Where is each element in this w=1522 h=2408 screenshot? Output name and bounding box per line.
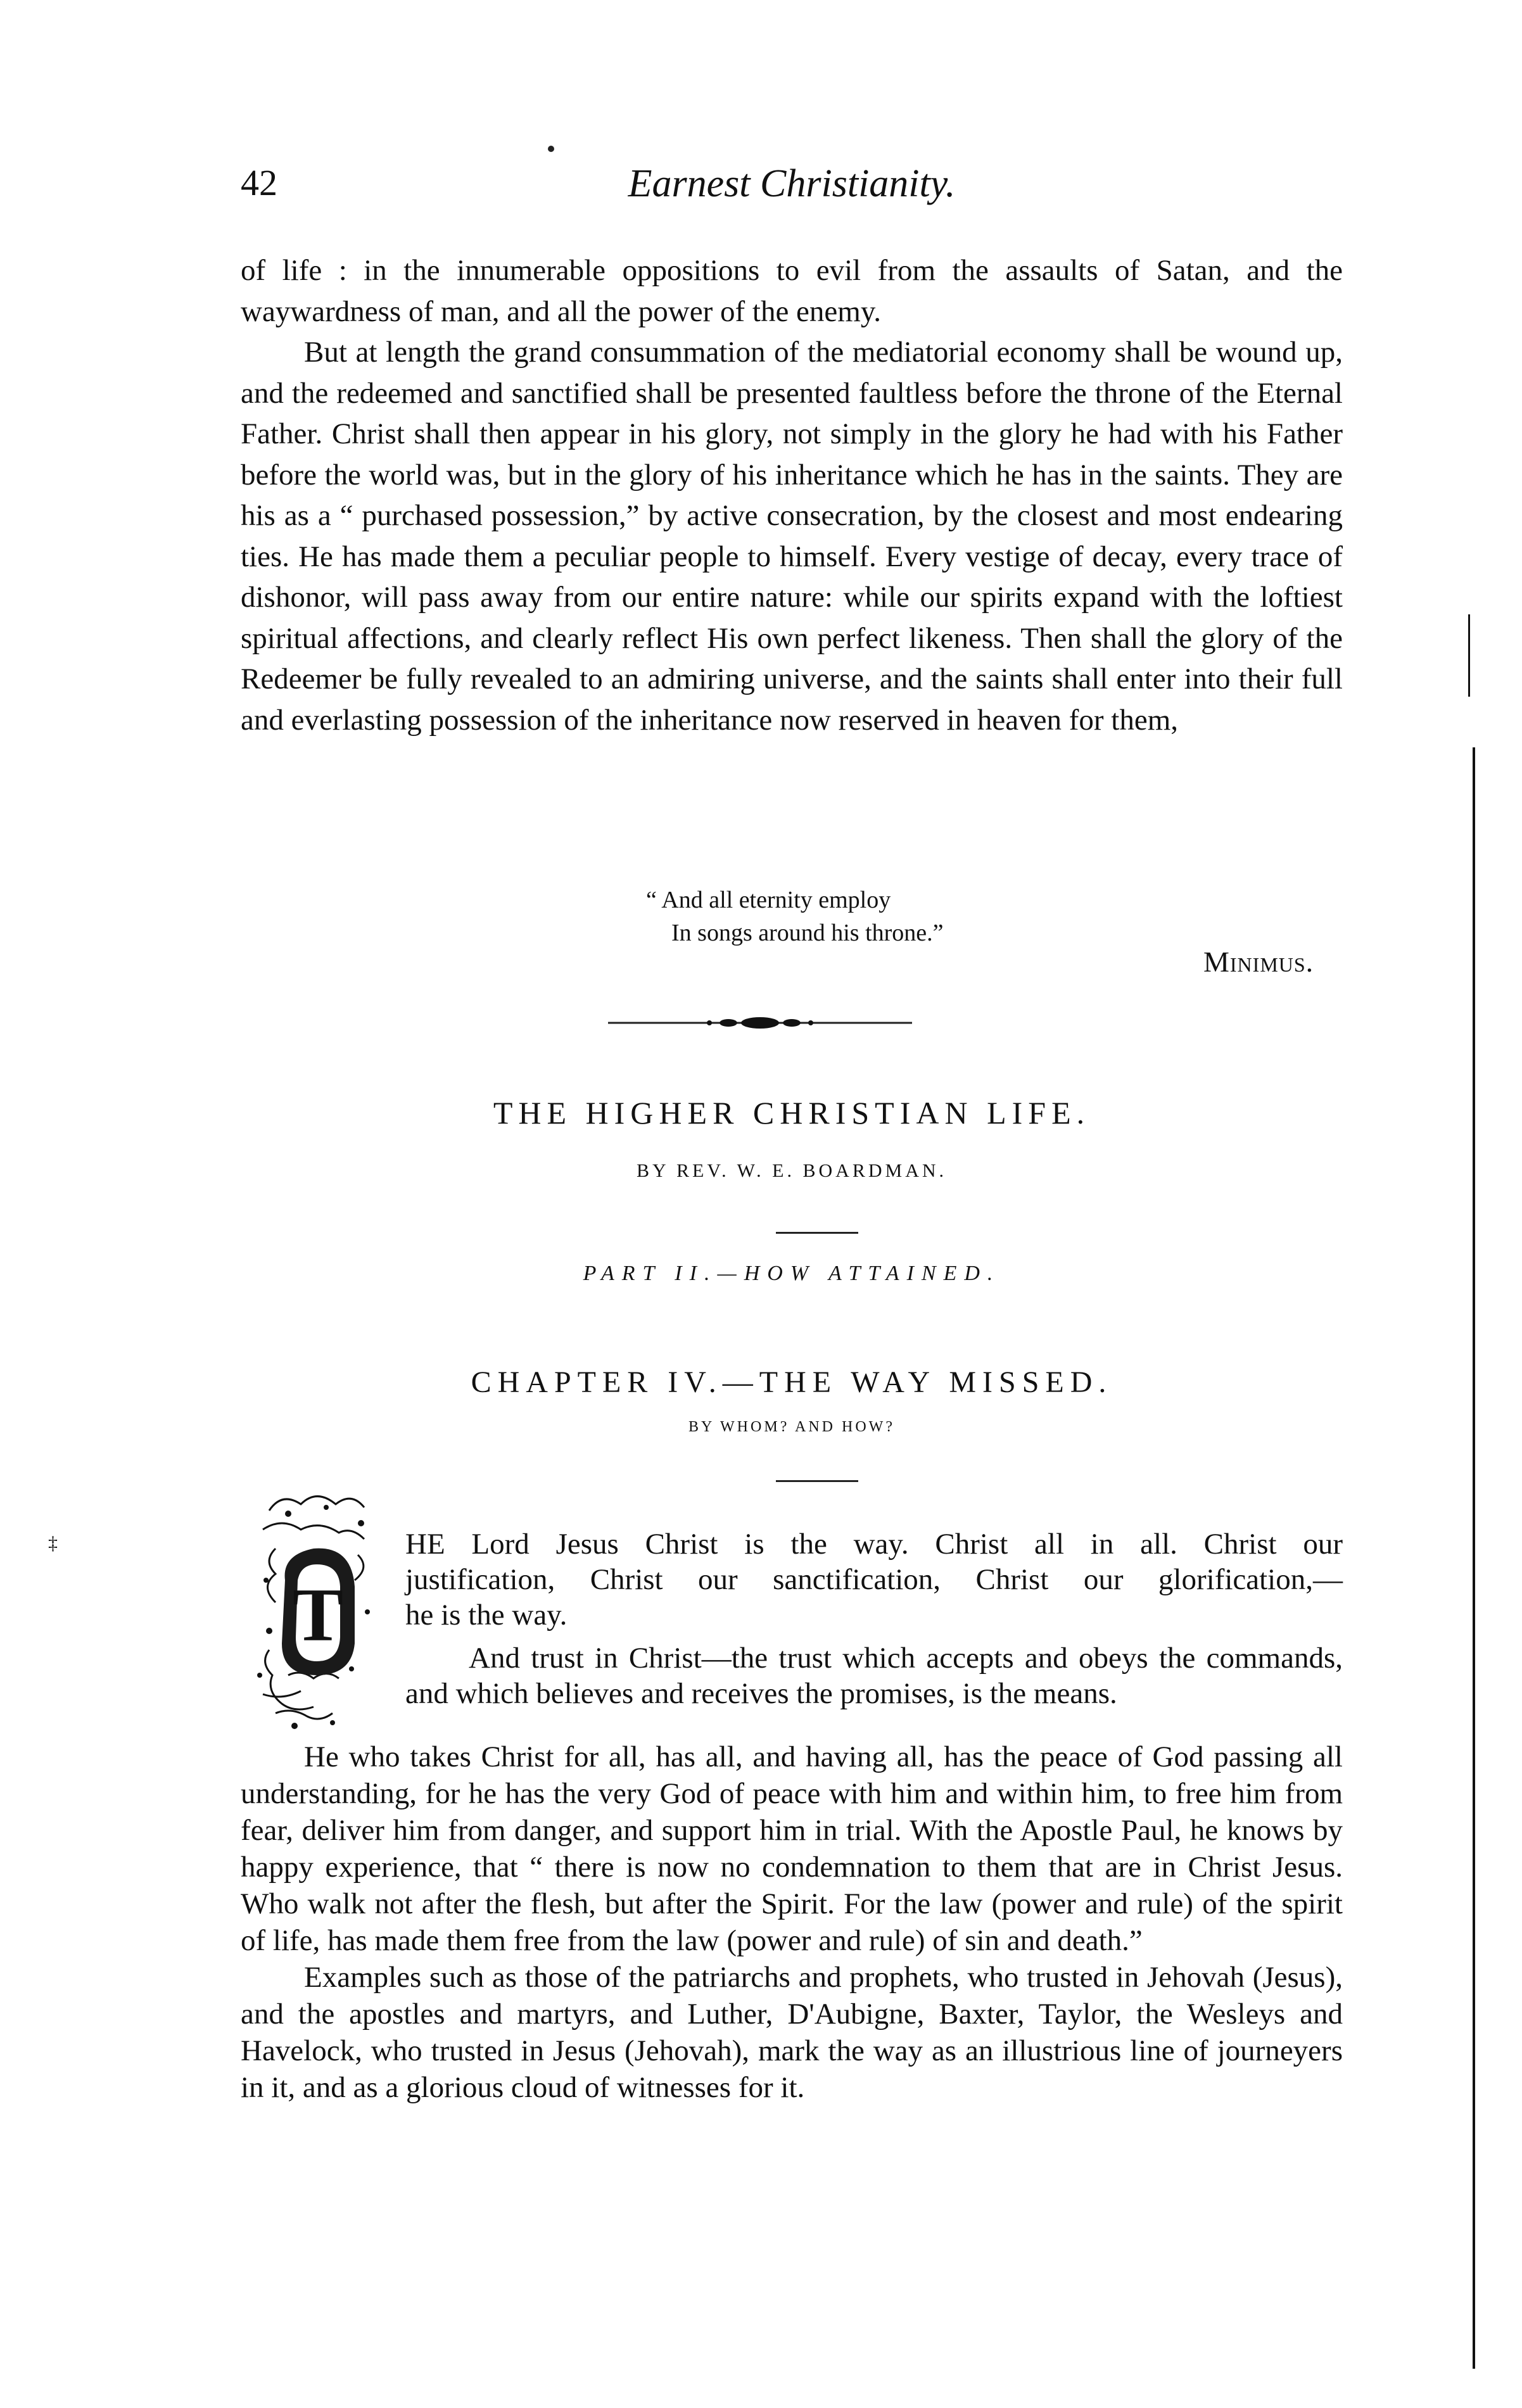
opening-line: HE Lord Jesus Christ is the way. Christ all in all. Christ our	[405, 1528, 1343, 1561]
opening-line: justification, Christ our sanctification, Christ our glorification,—	[405, 1563, 1343, 1596]
chapter-heading: CHAPTER IV.—THE WAY MISSED.	[471, 1366, 1113, 1399]
chapter-subheading: BY WHOM? AND HOW?	[688, 1419, 895, 1435]
poem-quote	[646, 884, 944, 949]
article-byline: BY REV. W. E. BOARDMAN.	[636, 1160, 948, 1181]
author-signature: Minimus.	[1203, 946, 1314, 978]
paragraph-examples: Examples such as those of the patriarchs and prophets, who trusted in Jehovah (Jesus), and the apostles and martyrs, and Luther, D'Aubigne, Baxter, Taylor, the Wesleys and Havelock, who trusted in Jesus (Jehovah), mark the way as an illustrious line of journeyers in it, and as a glorious cloud of witnesses for it.	[241, 1961, 1343, 2104]
continued-text	[241, 250, 1343, 740]
scan-edge-line	[1473, 747, 1475, 2369]
paragraph-peace: He who takes Christ for all, has all, and having all, has the peace of God passing all understanding, for he has the very God of peace with him and within him, to free him from fear, deliver him from danger, and support him in trial. With the Apostle Paul, he knows by happy experience, that “ there is now no condemnation to them that are in Christ Jesus. Who walk not after the flesh, but after the Spirit. For the law (power and rule) of the spirit of life, has made them free from the law (power and rule) of sin and death.”	[241, 1740, 1343, 1957]
opening-line: he is the way.	[405, 1599, 568, 1632]
header-dot	[548, 146, 554, 152]
section-ornament	[608, 1013, 912, 1032]
paragraph-means: And trust in Christ—the trust which accepts and obeys the commands, and which believes and receives the promises, is the means.	[405, 1642, 1343, 1710]
divider-rule	[776, 1232, 858, 1234]
running-title: Earnest Christianity.	[628, 162, 956, 205]
poem-line: “ And all eternity employ	[646, 887, 891, 913]
ornamental-dropcap	[250, 1485, 383, 1739]
paragraph-consummation: But at length the grand consummation of the mediatorial economy shall be wound up, and the redeemed and sanctified shall be presented faultless before the throne of the Eternal Father. Christ shall then appear in his glory, not simply in the glory he had with his Father before the world was, but in the glory of his inheritance which he has in the saints. They are his as a “ purchased possession,” by active consecration, by the closest and most endearing ties. He has made them a peculiar people to himself. Every vestige of decay, every trace of dishonor, will pass away from our entire nature: while our spirits expand with the loftiest spiritual affections, and clearly reflect His own perfect likeness. Then shall the glory of the Redeemer be fully revealed to an admiring universe, and the saints shall enter into their full and everlasting possession of the inheritance now reserved in heaven for them,	[241, 336, 1343, 737]
poem-line: In songs around his throne.”	[671, 920, 944, 946]
means-paragraph	[405, 1640, 1343, 1711]
running-head	[241, 162, 1343, 219]
opening-paragraph	[405, 1526, 1343, 1633]
paragraph-continued: of life : in the innumerable oppositions to evil from the assaults of Satan, and the waywardness of man, and all the power of the enemy.	[241, 254, 1343, 328]
dropcap-letter: T	[292, 1573, 344, 1657]
scan-edge-line	[1468, 614, 1470, 697]
divider-rule	[776, 1480, 858, 1482]
article-title: THE HIGHER CHRISTIAN LIFE.	[493, 1095, 1091, 1131]
part-heading: PART II.—HOW ATTAINED.	[583, 1262, 1001, 1285]
page-number: 42	[241, 162, 277, 203]
margin-mark: ‡	[48, 1533, 58, 1554]
body-text	[241, 1739, 1343, 2106]
